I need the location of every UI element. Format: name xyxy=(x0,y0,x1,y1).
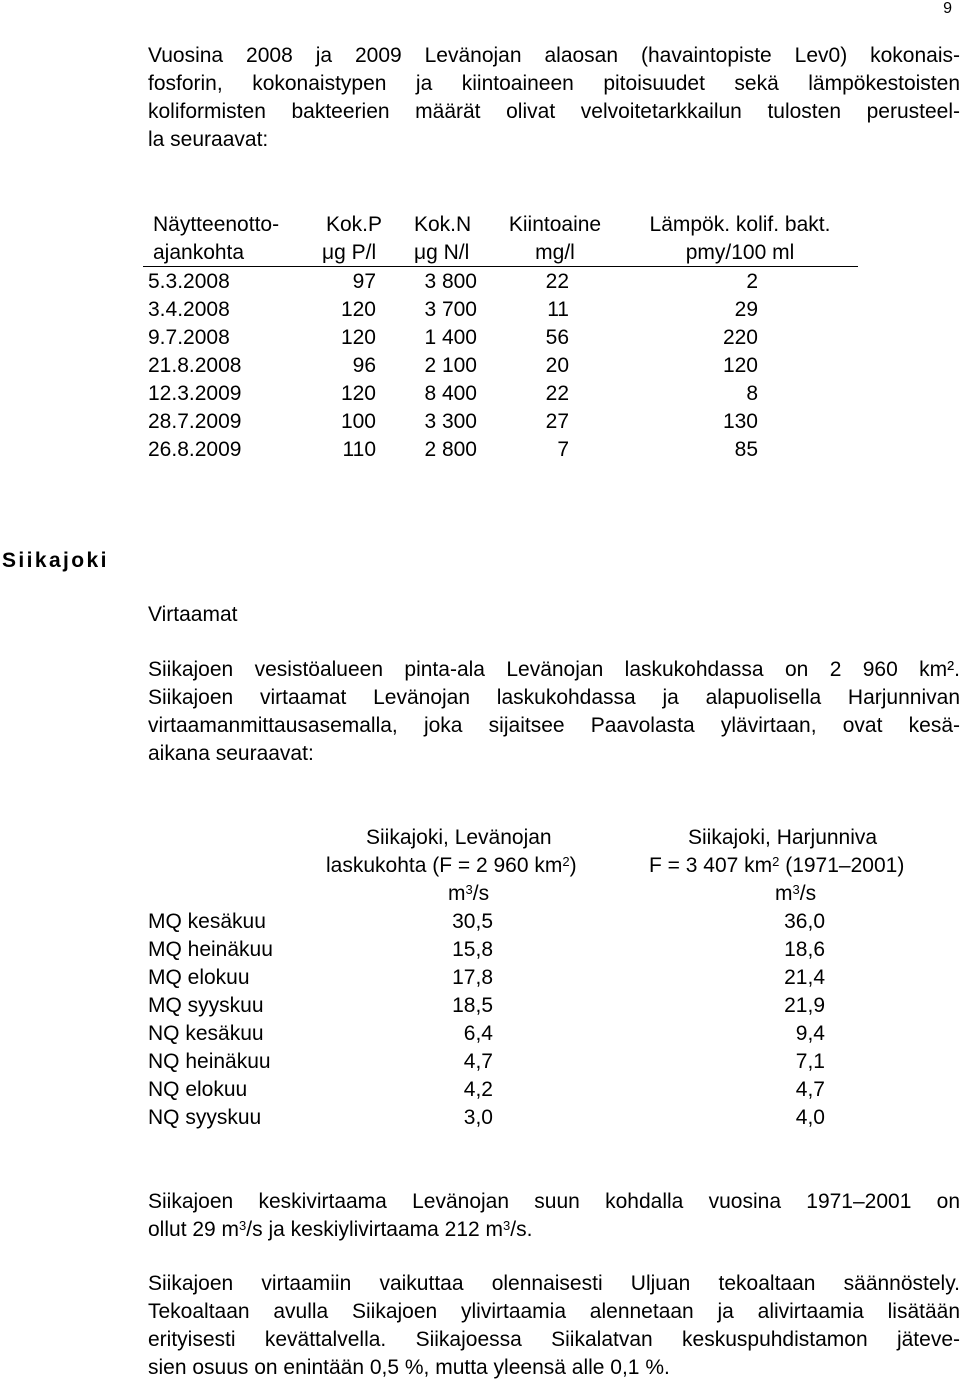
table-cell-kokp: 120 xyxy=(340,382,376,405)
table-cell-bacteria: 85 xyxy=(734,438,758,461)
table-cell-levanoja: 17,8 xyxy=(452,966,493,989)
table-cell-kokn: 2 800 xyxy=(424,438,477,461)
table-cell-label: MQ elokuu xyxy=(148,966,250,989)
table-cell-kokp: 96 xyxy=(352,354,376,377)
mean-flow-line: Siikajoen keskivirtaama Levänojan suun kohdalla vuosina 1971–2001 on xyxy=(148,1190,960,1213)
superscript: 3 xyxy=(465,882,473,897)
table-cell-levanoja: 18,5 xyxy=(452,994,493,1017)
table-cell-date: 21.8.2008 xyxy=(148,354,242,377)
table-cell-kiintoaine: 11 xyxy=(547,298,569,321)
table-cell-levanoja: 3,0 xyxy=(463,1106,493,1129)
col1-header-text: ) xyxy=(569,854,577,877)
table-cell-harjunniva: 18,6 xyxy=(784,938,825,961)
table-cell-bacteria: 8 xyxy=(746,382,758,405)
table-cell-levanoja: 4,7 xyxy=(463,1050,493,1073)
table-cell-kokp: 120 xyxy=(340,298,376,321)
table-cell-kokn: 2 100 xyxy=(424,354,477,377)
header-kiintoaine: Kiintoaine xyxy=(508,213,602,236)
col2-header-line1: Siikajoki, Harjunniva xyxy=(688,826,878,849)
table-cell-kiintoaine: 7 xyxy=(557,438,569,461)
regulation-line: Tekoaltaan avulla Siikajoen ylivirtaamia alennetaan ja alivirtaamia lisätään xyxy=(148,1300,960,1323)
flow-line: aikana seuraavat: xyxy=(148,742,314,765)
table-cell-label: NQ kesäkuu xyxy=(148,1022,264,1045)
regulation-line: sien osuus on enintään 0,5 %, mutta yleensä alle 0,1 %. xyxy=(148,1356,670,1379)
page-number: 9 xyxy=(943,0,952,17)
flow-line: Siikajoen vesistöalueen pinta-ala Levänojan laskukohdassa on 2 960 km². xyxy=(148,658,960,681)
table-cell-kokp: 120 xyxy=(340,326,376,349)
mean-flow-line xyxy=(148,1216,960,1244)
mean-flow-text: /s ja keskiylivirtaama 212 m xyxy=(246,1218,504,1241)
table-cell-bacteria: 29 xyxy=(734,298,758,321)
superscript: 3 xyxy=(239,1218,247,1233)
table-cell-date: 26.8.2009 xyxy=(148,438,242,461)
table-cell-label: MQ syyskuu xyxy=(148,994,264,1017)
table-cell-kokp: 110 xyxy=(342,438,376,461)
table-cell-harjunniva: 36,0 xyxy=(784,910,825,933)
header-kokp-unit: μg P/l xyxy=(322,241,377,264)
subheading: Virtaamat xyxy=(148,603,238,626)
table-cell-date: 3.4.2008 xyxy=(148,298,230,321)
col2-header-unit xyxy=(775,880,816,908)
table-cell-kokn: 3 300 xyxy=(424,410,477,433)
superscript: 3 xyxy=(792,882,800,897)
flow-line: Siikajoen virtaamat Levänojan laskukohdassa ja alapuolisella Harjunnivan xyxy=(148,686,960,709)
section-heading: Siikajoki xyxy=(2,549,109,572)
table-cell-label: MQ heinäkuu xyxy=(148,938,273,961)
table-cell-bacteria: 120 xyxy=(722,354,758,377)
header-bacteria: Lämpök. kolif. bakt. xyxy=(649,213,831,236)
table-cell-kiintoaine: 22 xyxy=(545,270,569,293)
table-cell-kiintoaine: 56 xyxy=(545,326,569,349)
table-cell-label: NQ elokuu xyxy=(148,1078,248,1101)
table-cell-date: 5.3.2008 xyxy=(148,270,230,293)
table-cell-kokp: 100 xyxy=(340,410,376,433)
table-cell-bacteria: 130 xyxy=(722,410,758,433)
unit-text: m xyxy=(448,882,466,905)
header-date-line2: ajankohta xyxy=(153,241,245,264)
table-cell-harjunniva: 21,4 xyxy=(784,966,825,989)
unit-text: /s xyxy=(799,882,817,905)
table-cell-levanoja: 30,5 xyxy=(452,910,493,933)
table-cell-date: 9.7.2008 xyxy=(148,326,230,349)
table-cell-kokn: 3 700 xyxy=(424,298,477,321)
regulation-line: erityisesti kevättalvella. Siikajoessa Siikalatvan keskuspuhdistamon jäteve- xyxy=(148,1328,960,1351)
unit-text: /s xyxy=(472,882,490,905)
table-cell-harjunniva: 4,7 xyxy=(795,1078,825,1101)
table-cell-label: NQ syyskuu xyxy=(148,1106,262,1129)
table-cell-kokn: 1 400 xyxy=(424,326,477,349)
header-kiintoaine-unit: mg/l xyxy=(535,241,575,264)
table-cell-harjunniva: 4,0 xyxy=(795,1106,825,1129)
mean-flow-paragraph xyxy=(148,1188,960,1244)
flow-line: virtaamanmittausasemalla, joka sijaitsee Paavolasta ylävirtaan, ovat kesä- xyxy=(148,714,960,737)
regulation-paragraph xyxy=(148,1270,960,1382)
mean-flow-text: /s. xyxy=(510,1218,533,1241)
table-cell-kiintoaine: 20 xyxy=(545,354,569,377)
superscript: 2 xyxy=(562,854,570,869)
header-kokp: Kok.P xyxy=(326,213,383,236)
table-cell-bacteria: 220 xyxy=(722,326,758,349)
table-cell-kiintoaine: 22 xyxy=(545,382,569,405)
table-cell-levanoja: 15,8 xyxy=(452,938,493,961)
table-cell-kokp: 97 xyxy=(352,270,376,293)
col1-header-unit xyxy=(448,880,489,908)
header-kokn: Kok.N xyxy=(414,213,472,236)
col2-header-line2 xyxy=(649,852,904,880)
regulation-line: Siikajoen virtaamiin vaikuttaa olennaisesti Uljuan tekoaltaan säännöstely. xyxy=(148,1272,960,1295)
intro-line: koliformisten bakteerien määrät olivat velvoitetarkkailun tulosten perusteel- xyxy=(148,100,960,123)
header-bacteria-unit: pmy/100 ml xyxy=(685,241,795,264)
col1-header-text: laskukohta (F = 2 960 km xyxy=(326,854,563,877)
table-cell-label: NQ heinäkuu xyxy=(148,1050,271,1073)
table-cell-harjunniva: 9,4 xyxy=(795,1022,825,1045)
table-cell-kiintoaine: 27 xyxy=(545,410,569,433)
table-cell-levanoja: 6,4 xyxy=(463,1022,493,1045)
intro-line: la seuraavat: xyxy=(148,128,269,151)
table-cell-harjunniva: 7,1 xyxy=(795,1050,825,1073)
header-kokn-unit: μg N/l xyxy=(414,241,470,264)
col1-header-line2 xyxy=(326,852,577,880)
table-cell-kokn: 3 800 xyxy=(424,270,477,293)
superscript: 2 xyxy=(772,854,780,869)
table-cell-bacteria: 2 xyxy=(746,270,758,293)
table-cell-kokn: 8 400 xyxy=(424,382,477,405)
col1-header-line1: Siikajoki, Levänojan xyxy=(366,826,552,849)
table-cell-label: MQ kesäkuu xyxy=(148,910,266,933)
table-cell-harjunniva: 21,9 xyxy=(784,994,825,1017)
col2-header-text: (1971–2001) xyxy=(779,854,905,877)
table-cell-levanoja: 4,2 xyxy=(463,1078,493,1101)
superscript: 3 xyxy=(503,1218,511,1233)
mean-flow-text: ollut 29 m xyxy=(148,1218,240,1241)
table-cell-date: 12.3.2009 xyxy=(148,382,242,405)
table-cell-date: 28.7.2009 xyxy=(148,410,242,433)
intro-line: fosforin, kokonaistypen ja kiintoaineen pitoisuudet sekä lämpökestoisten xyxy=(148,72,960,95)
header-date: Näytteenotto- xyxy=(153,213,280,236)
col2-header-text: F = 3 407 km xyxy=(649,854,773,877)
intro-line: Vuosina 2008 ja 2009 Levänojan alaosan (havaintopiste Lev0) kokonais- xyxy=(148,44,960,67)
unit-text: m xyxy=(775,882,793,905)
